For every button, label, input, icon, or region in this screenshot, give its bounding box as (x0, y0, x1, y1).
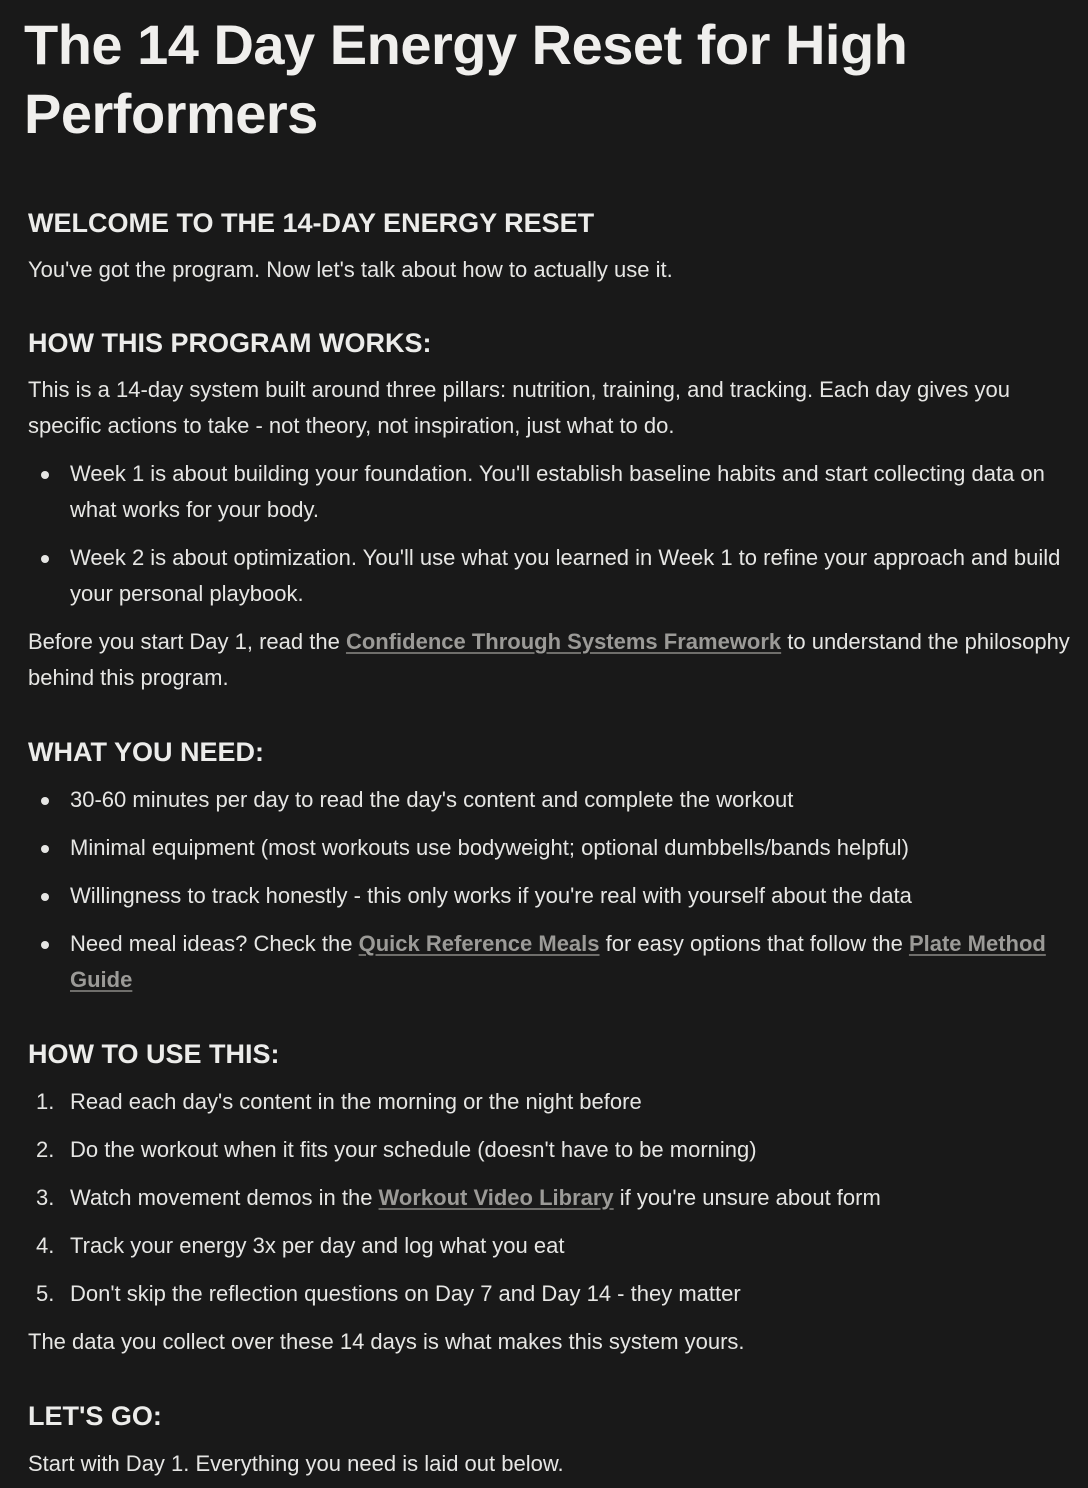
needs-list (28, 782, 1074, 998)
steps-list (28, 1084, 1074, 1312)
lets-go-text: Start with Day 1. Everything you need is laid out below. (28, 1451, 564, 1476)
step-text: Track your energy 3x per day and log what you eat (70, 1233, 565, 1258)
how-to-use-heading: HOW TO USE THIS: (28, 1039, 280, 1069)
step-number: 1. (36, 1089, 55, 1114)
before-start-text (28, 624, 1074, 696)
how-program-works-heading: HOW THIS PROGRAM WORKS: (28, 328, 432, 358)
step-number: 4. (36, 1233, 55, 1258)
plate-method-guide-link[interactable]: Plate Method Guide (70, 931, 1046, 992)
list-item-week-1: Week 1 is about building your foundation. You'll establish baseline habits and start collecting data on what works for your body. (28, 456, 1074, 528)
list-item-meal-ideas (28, 926, 1074, 998)
welcome-heading: WELCOME TO THE 14-DAY ENERGY RESET (28, 208, 595, 238)
welcome-text: You've got the program. Now let's talk about how to actually use it. (28, 257, 673, 282)
step-number: 3. (36, 1185, 55, 1210)
step-text-pre: Watch movement demos in the (70, 1185, 379, 1210)
list-item-step-5 (28, 1276, 1074, 1312)
list-item-time: 30-60 minutes per day to read the day's content and complete the workout (28, 782, 1074, 818)
step-number: 2. (36, 1137, 55, 1162)
what-you-need-heading: WHAT YOU NEED: (28, 737, 264, 767)
meal-ideas-mid: for easy options that follow the (599, 931, 909, 956)
list-item-step-4 (28, 1228, 1074, 1264)
how-program-works-intro: This is a 14-day system built around three pillars: nutrition, training, and tracking. Each day gives you specific actions to take - not theory, not inspiration, just what to do. (28, 377, 1010, 438)
step-text: Don't skip the reflection questions on Day 7 and Day 14 - they matter (70, 1281, 741, 1306)
step-text: Read each day's content in the morning or the night before (70, 1089, 642, 1114)
list-item-step-3 (28, 1180, 1074, 1216)
before-start-post: to understand the philosophy behind this program. (28, 629, 1070, 690)
page-title: The 14 Day Energy Reset for High Performers (24, 13, 908, 145)
weeks-list (28, 456, 1074, 612)
lets-go-heading: LET'S GO: (28, 1401, 162, 1431)
step-text: Do the workout when it fits your schedule (doesn't have to be morning) (70, 1137, 757, 1162)
confidence-framework-link[interactable]: Confidence Through Systems Framework (345, 629, 782, 654)
step-text-post: if you're unsure about form (613, 1185, 881, 1210)
workout-video-library-link[interactable]: Workout Video Library (378, 1185, 614, 1210)
quick-reference-meals-link[interactable]: Quick Reference Meals (358, 931, 600, 956)
step-number: 5. (36, 1281, 55, 1306)
before-start-pre: Before you start Day 1, read the (28, 629, 346, 654)
meal-ideas-pre: Need meal ideas? Check the (70, 931, 359, 956)
list-item-willingness: Willingness to track honestly - this only works if you're real with yourself about the data (28, 878, 1074, 914)
data-closing-text: The data you collect over these 14 days is what makes this system yours. (28, 1329, 745, 1354)
list-item-step-2 (28, 1132, 1074, 1168)
list-item-week-2: Week 2 is about optimization. You'll use what you learned in Week 1 to refine your approach and build your personal playbook. (28, 540, 1074, 612)
list-item-equipment: Minimal equipment (most workouts use bodyweight; optional dumbbells/bands helpful) (28, 830, 1074, 866)
list-item-step-1 (28, 1084, 1074, 1120)
